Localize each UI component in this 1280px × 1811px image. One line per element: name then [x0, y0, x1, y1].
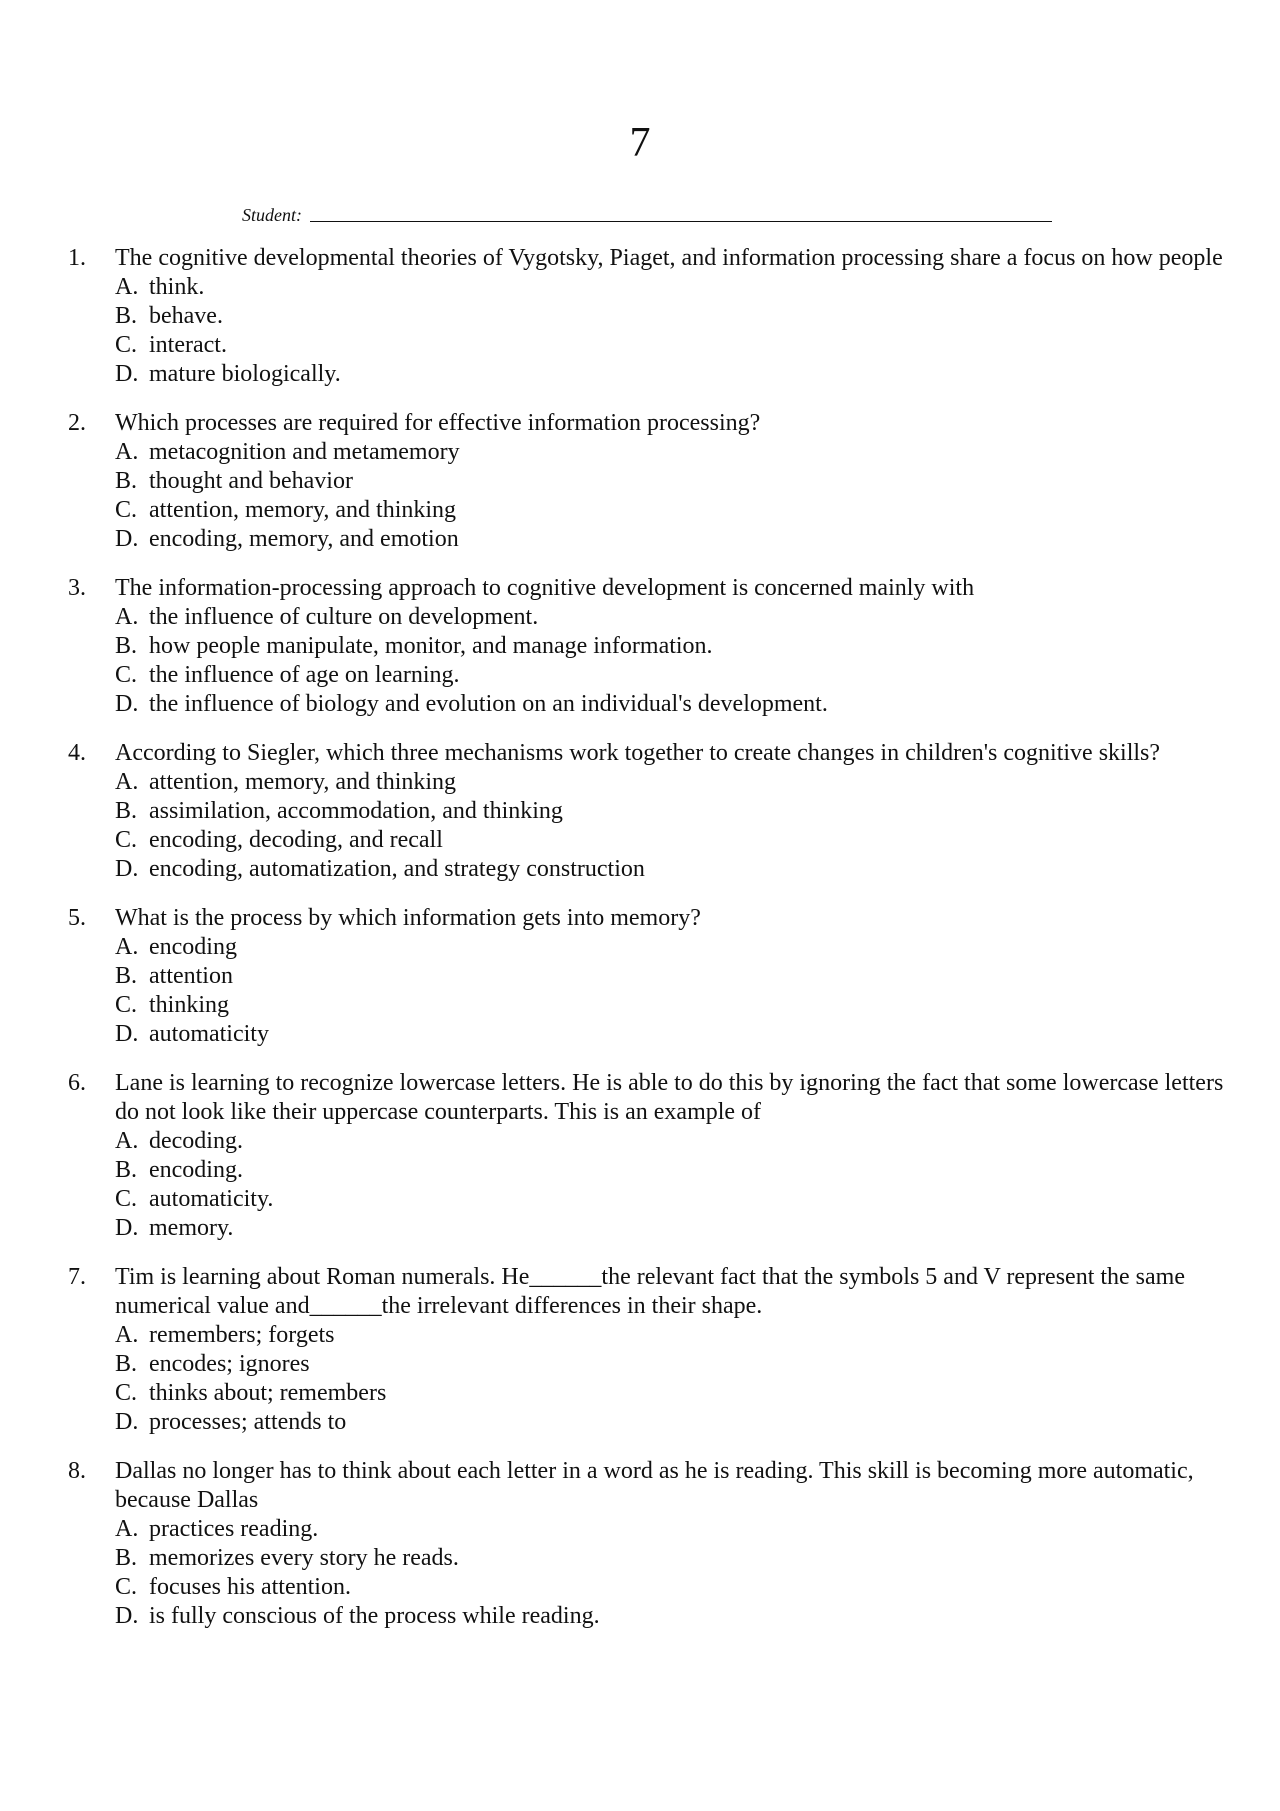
option-letter: C.: [115, 992, 138, 1018]
question-stem: Tim is learning about Roman numerals. He______the relevant fact that the symbols 5 and V represent the same numerical value and______the irrelevant differences in their shape.: [115, 1264, 1185, 1319]
option-text: interact.: [149, 332, 227, 358]
option-letter: B.: [115, 798, 138, 824]
question-number: 6.: [68, 1070, 86, 1096]
student-name-line: [242, 196, 1052, 226]
answer-option-a: [115, 438, 1225, 467]
answer-option-c: [115, 1185, 1225, 1214]
option-text: is fully conscious of the process while reading.: [149, 1603, 600, 1629]
option-letter: C.: [115, 1380, 138, 1406]
option-text: think.: [149, 274, 205, 300]
answer-option-b: [115, 962, 1225, 991]
option-letter: A.: [115, 439, 139, 465]
question-7: [0, 1263, 1280, 1437]
option-text: automaticity: [149, 1021, 269, 1047]
question-4: [0, 739, 1280, 884]
question-number: 1.: [68, 245, 86, 271]
option-letter: A.: [115, 934, 139, 960]
question-1: [0, 244, 1280, 389]
option-letter: D.: [115, 1215, 139, 1241]
option-letter: D.: [115, 1409, 139, 1435]
option-text: how people manipulate, monitor, and manage information.: [149, 633, 713, 659]
question-body: [115, 574, 1225, 719]
option-letter: D.: [115, 361, 139, 387]
option-letter: D.: [115, 1021, 139, 1047]
answer-option-a: [115, 1515, 1225, 1544]
answer-option-b: [115, 1156, 1225, 1185]
answer-option-d: [115, 360, 1225, 389]
option-letter: B.: [115, 1351, 138, 1377]
option-text: thinks about; remembers: [149, 1380, 387, 1406]
option-text: encoding, decoding, and recall: [149, 827, 443, 853]
option-letter: B.: [115, 468, 138, 494]
option-letter: A.: [115, 274, 139, 300]
answer-option-d: [115, 525, 1225, 554]
question-number: 4.: [68, 740, 86, 766]
question-stem: The cognitive developmental theories of Vygotsky, Piaget, and information processing share a focus on how people: [115, 245, 1223, 271]
option-letter: D.: [115, 691, 139, 717]
question-8: [0, 1457, 1280, 1631]
option-text: encoding, automatization, and strategy construction: [149, 856, 645, 882]
answer-option-d: [115, 1214, 1225, 1243]
option-text: encodes; ignores: [149, 1351, 310, 1377]
option-text: the influence of age on learning.: [149, 662, 460, 688]
answer-option-a: [115, 1321, 1225, 1350]
answer-option-c: [115, 1379, 1225, 1408]
question-number: 7.: [68, 1264, 86, 1290]
option-text: mature biologically.: [149, 361, 341, 387]
option-text: encoding, memory, and emotion: [149, 526, 459, 552]
question-number: 3.: [68, 575, 86, 601]
option-letter: D.: [115, 1603, 139, 1629]
option-letter: B.: [115, 963, 138, 989]
option-letter: D.: [115, 526, 139, 552]
option-letter: A.: [115, 1322, 139, 1348]
answer-option-b: [115, 1350, 1225, 1379]
option-text: metacognition and metamemory: [149, 439, 460, 465]
option-text: remembers; forgets: [149, 1322, 335, 1348]
option-letter: C.: [115, 662, 138, 688]
option-text: attention, memory, and thinking: [149, 769, 457, 795]
answer-option-d: [115, 690, 1225, 719]
question-6: [0, 1069, 1280, 1243]
option-text: decoding.: [149, 1128, 243, 1154]
option-text: the influence of biology and evolution on an individual's development.: [149, 691, 828, 717]
option-letter: A.: [115, 604, 139, 630]
question-5: [0, 904, 1280, 1049]
answer-option-b: [115, 467, 1225, 496]
answer-option-c: [115, 1573, 1225, 1602]
option-text: memorizes every story he reads.: [149, 1545, 459, 1571]
option-text: thought and behavior: [149, 468, 353, 494]
answer-option-a: [115, 603, 1225, 632]
question-body: [115, 1457, 1225, 1631]
option-text: memory.: [149, 1215, 234, 1241]
option-letter: B.: [115, 303, 138, 329]
answer-option-d: [115, 855, 1225, 884]
answer-option-a: [115, 933, 1225, 962]
page-title: 7: [629, 120, 651, 166]
option-letter: A.: [115, 1516, 139, 1542]
question-body: [115, 739, 1225, 884]
option-letter: B.: [115, 1545, 138, 1571]
student-label: Student:: [242, 205, 302, 225]
answer-option-a: [115, 768, 1225, 797]
answer-option-d: [115, 1020, 1225, 1049]
answer-option-c: [115, 331, 1225, 360]
option-letter: C.: [115, 1186, 138, 1212]
answer-option-c: [115, 496, 1225, 525]
option-text: automaticity.: [149, 1186, 274, 1212]
question-2: [0, 409, 1280, 554]
question-body: [115, 244, 1225, 389]
option-letter: B.: [115, 1157, 138, 1183]
question-stem: Lane is learning to recognize lowercase letters. He is able to do this by ignoring the fact that some lowercase letters do not look like their uppercase counterparts. This is an example of: [115, 1070, 1224, 1125]
option-letter: C.: [115, 332, 138, 358]
answer-option-d: [115, 1408, 1225, 1437]
question-stem: According to Siegler, which three mechanisms work together to create changes in children's cognitive skills?: [115, 740, 1161, 766]
answer-option-b: [115, 302, 1225, 331]
option-text: thinking: [149, 992, 230, 1018]
option-text: processes; attends to: [149, 1409, 347, 1435]
option-text: the influence of culture on development.: [149, 604, 539, 630]
question-stem: Which processes are required for effective information processing?: [115, 410, 761, 436]
option-letter: D.: [115, 856, 139, 882]
question-body: [115, 1263, 1225, 1437]
option-text: focuses his attention.: [149, 1574, 351, 1600]
answer-option-c: [115, 991, 1225, 1020]
option-text: attention, memory, and thinking: [149, 497, 457, 523]
question-3: [0, 574, 1280, 719]
question-list: [0, 244, 1280, 1651]
answer-option-c: [115, 661, 1225, 690]
answer-option-b: [115, 1544, 1225, 1573]
answer-option-c: [115, 826, 1225, 855]
question-number: 8.: [68, 1458, 86, 1484]
question-stem: Dallas no longer has to think about each letter in a word as he is reading. This skill is becoming more automatic, because Dallas: [115, 1458, 1194, 1513]
option-text: encoding: [149, 934, 237, 960]
option-text: practices reading.: [149, 1516, 319, 1542]
answer-option-b: [115, 797, 1225, 826]
answer-option-a: [115, 273, 1225, 302]
option-letter: A.: [115, 1128, 139, 1154]
option-text: behave.: [149, 303, 223, 329]
student-name-blank: [310, 201, 1052, 222]
question-stem: What is the process by which information gets into memory?: [115, 905, 701, 931]
option-letter: C.: [115, 827, 138, 853]
option-letter: B.: [115, 633, 138, 659]
question-number: 5.: [68, 905, 86, 931]
option-letter: A.: [115, 769, 139, 795]
question-body: [115, 904, 1225, 1049]
option-text: attention: [149, 963, 233, 989]
option-text: assimilation, accommodation, and thinking: [149, 798, 563, 824]
option-letter: C.: [115, 497, 138, 523]
answer-option-d: [115, 1602, 1225, 1631]
answer-option-b: [115, 632, 1225, 661]
question-number: 2.: [68, 410, 86, 436]
question-body: [115, 409, 1225, 554]
question-body: [115, 1069, 1225, 1243]
question-stem: The information-processing approach to cognitive development is concerned mainly with: [115, 575, 975, 601]
answer-option-a: [115, 1127, 1225, 1156]
option-text: encoding.: [149, 1157, 243, 1183]
option-letter: C.: [115, 1574, 138, 1600]
